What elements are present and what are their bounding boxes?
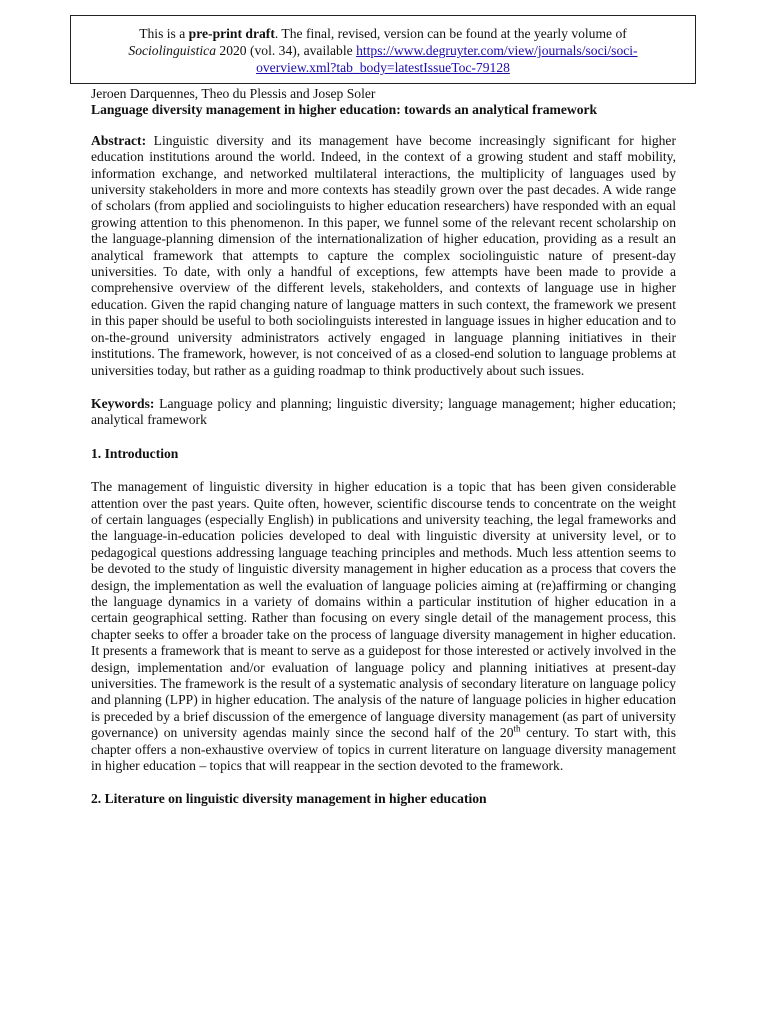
introduction-text-b: century. To start with, this chapter offers a non-exhaustive overview of topics in current literature on language diversity management in higher education – topics that will reappear in the section devoted to the framework. — [91, 725, 676, 774]
superscript-th: th — [513, 723, 521, 734]
section-heading-literature: 2. Literature on linguistic diversity management in higher education — [91, 791, 487, 807]
abstract-label: Abstract: — [91, 132, 147, 148]
paper-authors: Jeroen Darquennes, Theo du Plessis and Josep Soler — [91, 86, 376, 101]
abstract-paragraph — [91, 133, 676, 379]
paper-body — [91, 86, 676, 808]
notice-link-part-1: https://www.degruyter.com/view/journals/soci/soci- — [356, 43, 638, 59]
introduction-paragraph — [91, 479, 676, 774]
preprint-notice-box — [70, 15, 696, 84]
notice-link-part-2: overview.xml?tab_body=latestIssueToc-79128 — [256, 60, 510, 76]
notice-text-post: . The final, revised, version can be found at the yearly volume of — [274, 26, 627, 41]
keywords-label: Keywords: — [91, 395, 155, 411]
section-heading-introduction: 1. Introduction — [91, 445, 179, 461]
notice-text-pre: This is a — [139, 26, 189, 41]
paper-title: Language diversity management in higher education: towards an analytical framework — [91, 102, 598, 118]
keywords-paragraph — [91, 396, 676, 429]
introduction-text-a: The management of linguistic diversity in higher education is a topic that has been given considerable attention over the past years. Quite often, however, scientific discourse tends to concentrate on the weight of certain languages (especially English) in publications and university teaching, the legal frameworks and the language-in-education policies developed to deal with linguistic diversity at university level, or to pedagogical questions addressing language teaching principles and methods. Much less attention seems to be devoted to the study of linguistic diversity management in higher education as a process that covers the design, the implementation as well the evaluation of language policies aiming at (re)affirming or changing the language dynamics in a variety of domains within a particular institution of higher education in a certain geographical setting. Rather than focusing on every single detail of the management process, this chapter seeks to offer a broader take on the process of language diversity management in higher education. It presents a framework that is meant to serve as a guidepost for those interested or actively involved in the design, implementation and/or evaluation of language policy and planning initiatives at present-day universities. The framework is the result of a systematic analysis of secondary literature on language policy and planning (LPP) in higher education. The analysis of the nature of language policies in higher education is preceded by a brief discussion of the emergence of language diversity management (as part of university governance) on university agendas mainly since the second half of the 20 — [91, 479, 676, 741]
notice-preprint-label: pre-print draft — [188, 26, 275, 41]
notice-journal-name: Sociolinguistica — [128, 43, 216, 59]
keywords-text: Language policy and planning; linguistic diversity; language management; higher education; analytical framework — [91, 395, 676, 428]
abstract-text: Linguistic diversity and its management have become increasingly significant for higher education institutions around the world. Indeed, in the context of a growing student and staff mobility, information exchange, and networked multilateral interactions, the multiplicity of languages used by university stakeholders in more and more contexts has steadily grown over the past decades. A wide range of scholars (from applied and sociolinguists to higher education researchers) have responded with an equal growing attention to this phenomenon. In this paper, we funnel some of the relevant recent scholarship on the language-planning dimension of the internationalization of higher education, providing as a result an analytical framework that attempts to capture the complex sociolinguistic nature of present-day universities. To date, with only a handful of exceptions, few attempts have been made to provide a comprehensive overview of the different levels, stakeholders, and contexts of language use in higher education. Given the rapid changing nature of language matters in such context, the framework we present in this paper should be useful to both sociolinguists interested in language issues in higher education and to on-the-ground university administrators actively engaged in language planning initiatives in their institutions. The framework, however, is not conceived of as a closed-end solution to language problems at universities today, but rather as a guiding roadmap to think productively about such issues. — [91, 132, 676, 378]
notice-volume-text: 2020 (vol. 34), available — [216, 43, 357, 59]
